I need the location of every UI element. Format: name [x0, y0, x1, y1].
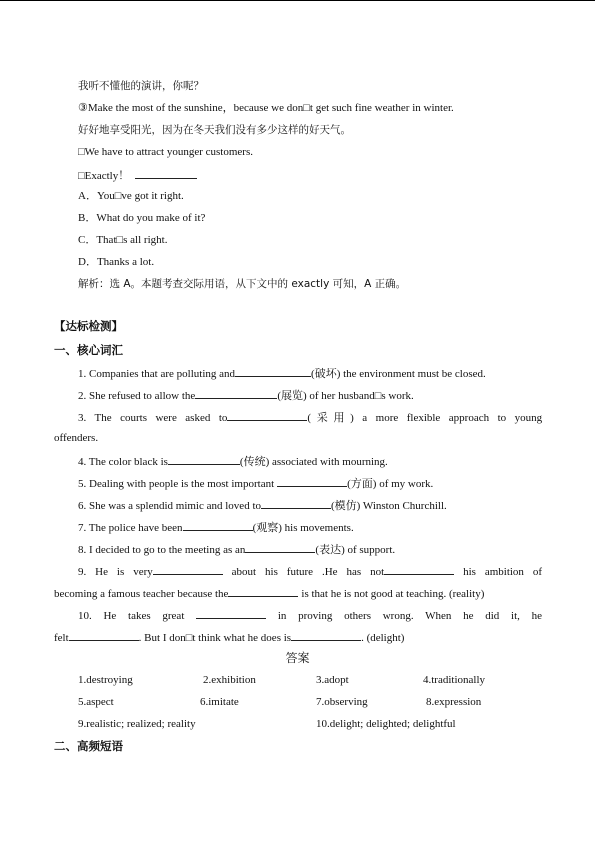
- word: .He: [321, 566, 338, 578]
- exercise-6: [78, 497, 447, 513]
- answer-blank: [277, 475, 347, 487]
- answer-blank: [384, 563, 454, 575]
- answer-blank: [261, 497, 331, 509]
- answer-10: 10.delight; delighted; delightful: [316, 718, 456, 730]
- exercise-2: [78, 387, 414, 403]
- word: were: [155, 412, 177, 424]
- word: He: [103, 610, 117, 622]
- exercise-10-stem: felt: [54, 632, 69, 644]
- answer-blank: [168, 453, 240, 465]
- word: about: [231, 566, 257, 578]
- word-with-blank: [219, 412, 367, 424]
- option-d: D．Thanks a lot.: [78, 256, 155, 268]
- section-title: 【达标检测】: [54, 319, 123, 333]
- answer-4: 4.traditionally: [423, 674, 486, 686]
- word: 3.: [78, 412, 87, 424]
- option-b: B．What do you make of it?: [78, 212, 206, 224]
- exercise-4-tail: (传统) associated with mourning.: [239, 456, 388, 468]
- exercise-9-tail: is that he is not good at teaching. (reality): [301, 588, 485, 600]
- word: others: [344, 610, 371, 622]
- answer-blank: [235, 365, 311, 377]
- exercise-3-continued: offenders.: [54, 432, 99, 444]
- exercise-7-stem: 7. The police have been: [78, 522, 183, 534]
- answer-9: 9.realistic; realized; reality: [78, 718, 196, 730]
- answer-8: 8.expression: [426, 696, 482, 708]
- exercise-8-stem: 8. I decided to go to the meeting as an: [78, 544, 246, 556]
- word: to: [497, 412, 507, 424]
- exercise-1: [78, 365, 486, 381]
- word: ambition: [484, 566, 524, 578]
- sentence-3-text: Make the most of the sunshine，because we don□t get such fine weather in winter.: [87, 102, 454, 114]
- exercise-10-continued: [54, 629, 404, 645]
- word-with-blank: [133, 566, 223, 578]
- analysis-text: 解析：选 A。本题考查交际用语，从下文中的 exactly 可知，A 正确。: [78, 278, 407, 290]
- option-c: C．That□s all right.: [78, 234, 168, 246]
- exercise-10-tail: . (delight): [361, 632, 405, 644]
- answer-5: 5.aspect: [78, 696, 114, 708]
- word: 10.: [78, 610, 92, 622]
- word: approach: [448, 412, 490, 424]
- word: The: [94, 412, 112, 424]
- word: of: [532, 566, 543, 578]
- answer-blank: [227, 409, 307, 421]
- answer-blank: [291, 629, 361, 641]
- exercise-4-stem: 4. The color black is: [78, 456, 168, 468]
- word: future: [286, 566, 314, 578]
- exercise-1-tail: (破坏) the environment must be closed.: [311, 368, 486, 380]
- word: He: [95, 566, 108, 578]
- part2-title: 二、高频短语: [54, 739, 123, 753]
- exercise-6-stem: 6. She was a splendid mimic and loved to: [78, 500, 261, 512]
- dialogue-line-2-text: □Exactly！: [78, 170, 130, 182]
- word: more: [375, 412, 399, 424]
- word: flexible: [406, 412, 441, 424]
- exercise-9: [78, 563, 542, 579]
- answer-blank: [245, 541, 315, 553]
- word: (采用) a: [307, 412, 368, 424]
- word: he: [531, 610, 543, 622]
- word: very: [133, 566, 153, 578]
- word: to: [218, 412, 228, 424]
- word: wrong.: [382, 610, 414, 622]
- word-with-blank: [370, 566, 454, 578]
- exercise-5: [78, 475, 433, 491]
- answer-7: 7.observing: [316, 696, 368, 708]
- part1-title: 一、核心词汇: [54, 343, 123, 357]
- exercise-10: [78, 607, 542, 623]
- exercise-6-tail: (模仿) Winston Churchill.: [331, 500, 447, 512]
- dialogue-line-1: □We have to attract younger customers.: [78, 146, 253, 158]
- word: takes: [128, 610, 151, 622]
- word: his: [265, 566, 278, 578]
- option-a: A．You□ve got it right.: [78, 190, 184, 202]
- answer-6: 6.imitate: [200, 696, 239, 708]
- answer-blank: [183, 519, 253, 531]
- exercise-2-tail: (展览) of her husband□s work.: [277, 390, 414, 402]
- circled-number: ③: [78, 102, 88, 114]
- word: When: [425, 610, 452, 622]
- exercise-9-stem: becoming a famous teacher because the: [54, 588, 229, 600]
- top-rule: [0, 0, 595, 1]
- exercise-10-mid: . But I don□t think what he does is: [138, 632, 292, 644]
- sentence-3: [78, 101, 454, 115]
- word: young: [514, 412, 543, 424]
- answer-1: 1.destroying: [78, 674, 133, 686]
- exercise-5-stem: 5. Dealing with people is the most important: [78, 478, 275, 490]
- word: great: [162, 610, 185, 622]
- exercise-9-continued: [54, 585, 484, 601]
- exercise-4: [78, 453, 388, 469]
- word: 9.: [78, 566, 87, 578]
- exercise-8-tail: (表达) of support.: [315, 544, 396, 556]
- word: asked: [185, 412, 211, 424]
- word: proving: [298, 610, 333, 622]
- translation-line-1: 我听不懂他的演讲，你呢？: [78, 80, 204, 92]
- word: it,: [511, 610, 520, 622]
- word: has: [346, 566, 362, 578]
- answer-blank: [153, 563, 223, 575]
- word: did: [485, 610, 500, 622]
- answer-blank: [69, 629, 139, 641]
- answer-2: 2.exhibition: [203, 674, 256, 686]
- dialogue-line-2: [78, 167, 197, 183]
- answer-3: 3.adopt: [316, 674, 349, 686]
- word: is: [116, 566, 125, 578]
- answer-title: 答案: [285, 651, 310, 665]
- answer-blank: [196, 607, 266, 619]
- exercise-5-tail: (方面) of my work.: [347, 478, 434, 490]
- word: not: [370, 566, 385, 578]
- answer-blank: [195, 387, 277, 399]
- word: his: [463, 566, 476, 578]
- word: he: [463, 610, 474, 622]
- exercise-2-stem: 2. She refused to allow the: [78, 390, 196, 402]
- exercise-3: [78, 409, 542, 425]
- word: courts: [120, 412, 147, 424]
- exercise-7-tail: (观察) his movements.: [252, 522, 354, 534]
- answer-blank: [228, 585, 298, 597]
- answer-blank: [135, 167, 197, 179]
- exercise-8: [78, 541, 395, 557]
- word: in: [277, 610, 287, 622]
- exercise-1-stem: 1. Companies that are polluting and: [78, 368, 236, 380]
- exercise-7: [78, 519, 354, 535]
- translation-line-3: 好好地享受阳光，因为在冬天我们没有多少这样的好天气。: [78, 124, 351, 136]
